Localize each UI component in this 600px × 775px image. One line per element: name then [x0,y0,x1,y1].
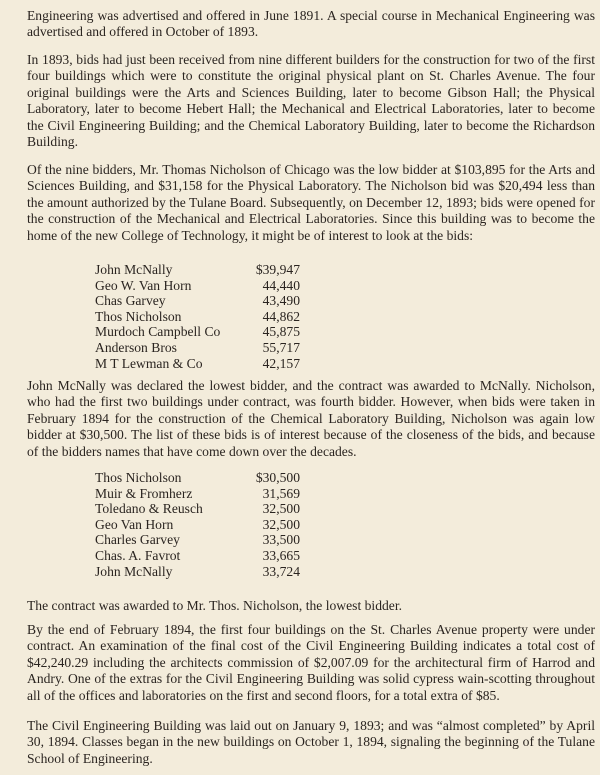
bid-amount: 31,569 [262,485,300,501]
paragraph-6: By the end of February 1894, the first four buildings on the St. Charles Avenue property were under contract. An examination of the final cost of the Civil Engineering Building indicates a total cost of $42,240.29 including the architects commission of $2,007.09 for the architectural firm of Harrod and Andry. One of the extras for the Civil Engineering Building was solid cypress wain-scotting throughout all of the offices and laboratories on the first and second floors, for a total extra of $85. [27,622,595,703]
bid-row [95,564,300,580]
bid-amount: 33,724 [262,563,300,579]
bidder-name: Geo Van Horn [95,516,174,532]
bidder-name: Toledano & Reusch [95,501,203,517]
bid-amount: 33,665 [262,547,300,563]
bidder-name: Chas. A. Favrot [95,547,181,563]
bid-amount: 44,440 [262,277,300,293]
bid-amount: $39,947 [255,262,300,277]
paragraph-4: John McNally was declared the lowest bidder, and the contract was awarded to McNally. Nicholson, who had the first two buildings under contract, was fourth bidder. However, when bids were taken in February 1894 for the construction of the Chemical Laboratory Building, Nicholson was again low bidder at $30,500. The list of these bids is of interest because of the closeness of the bids, and because of the bidders names that have come down over the decades. [27,378,595,459]
paragraph-2: In 1893, bids had just been received from nine different builders for the construction for two of the first four buildings which were to constitute the original physical plant on St. Charles Avenue. The four original buildings were the Arts and Sciences Building, later to become Gibson Hall; the Physical Laboratory, later to become Hebert Hall; the Mechanical and Electrical Laboratories, later to become the Civil Engineering Building; and the Chemical Laboratory Building, later to become the Richardson Building. [27,52,595,150]
bid-row [95,486,300,502]
bid-amount: 32,500 [262,516,300,532]
bidder-name: Muir & Fromherz [95,485,193,501]
bid-row [95,278,300,294]
bidder-name: M T Lewman & Co [95,355,203,371]
bid-amount: 42,157 [262,355,300,371]
paragraph-3: Of the nine bidders, Mr. Thomas Nicholson of Chicago was the low bidder at $103,895 for the Arts and Sciences Building, and $31,158 for the Physical Laboratory. The Nicholson bid was $20,494 less than the amount authorized by the Tulane Board. Subsequently, on December 12, 1893; bids were opened for the construction of the Mechanical and Electrical Laboratories. Since this building was to become the home of the new College of Technology, it might be of interest to look at the bids: [27,162,595,243]
bid-row [95,293,300,309]
bid-row [95,501,300,517]
paragraph-7: The Civil Engineering Building was laid out on January 9, 1893; and was “almost completed” by April 30, 1894. Classes began in the new buildings on October 1, 1894, signaling the beginning of the Tulane School of Engineering. [27,718,595,766]
bid-row [95,309,300,325]
bidder-name: John McNally [95,262,173,277]
bid-row [95,356,300,372]
bid-amount: 45,875 [262,324,300,340]
bidder-name: Thos Nicholson [95,470,182,485]
bid-row [95,340,300,356]
bid-row [95,517,300,533]
bid-row [95,470,300,486]
bid-row [95,548,300,564]
bidder-name: Charles Garvey [95,532,180,548]
bid-amount: 55,717 [262,339,300,355]
bidder-name: Murdoch Campbell Co [95,324,221,340]
bidder-name: Thos Nicholson [95,308,182,324]
bid-amount: 32,500 [262,501,300,517]
bid-row [95,262,300,278]
bidder-name: Chas Garvey [95,293,166,309]
bid-row [95,324,300,340]
bid-amount: 43,490 [262,293,300,309]
paragraph-5: The contract was awarded to Mr. Thos. Nicholson, the lowest bidder. [27,598,403,613]
bid-amount: $30,500 [255,470,300,485]
bidder-name: John McNally [95,563,173,579]
bid-table-mechanical-electrical [95,262,300,371]
bid-table-chemical-laboratory [95,470,300,579]
paragraph-1: Engineering was advertised and offered in June 1891. A special course in Mechanical Engineering was advertised and offered in October of 1893. [27,8,595,40]
bidder-name: Anderson Bros [95,339,177,355]
bid-amount: 33,500 [262,532,300,548]
bidder-name: Geo W. Van Horn [95,277,192,293]
bid-row [95,532,300,548]
bid-amount: 44,862 [262,308,300,324]
